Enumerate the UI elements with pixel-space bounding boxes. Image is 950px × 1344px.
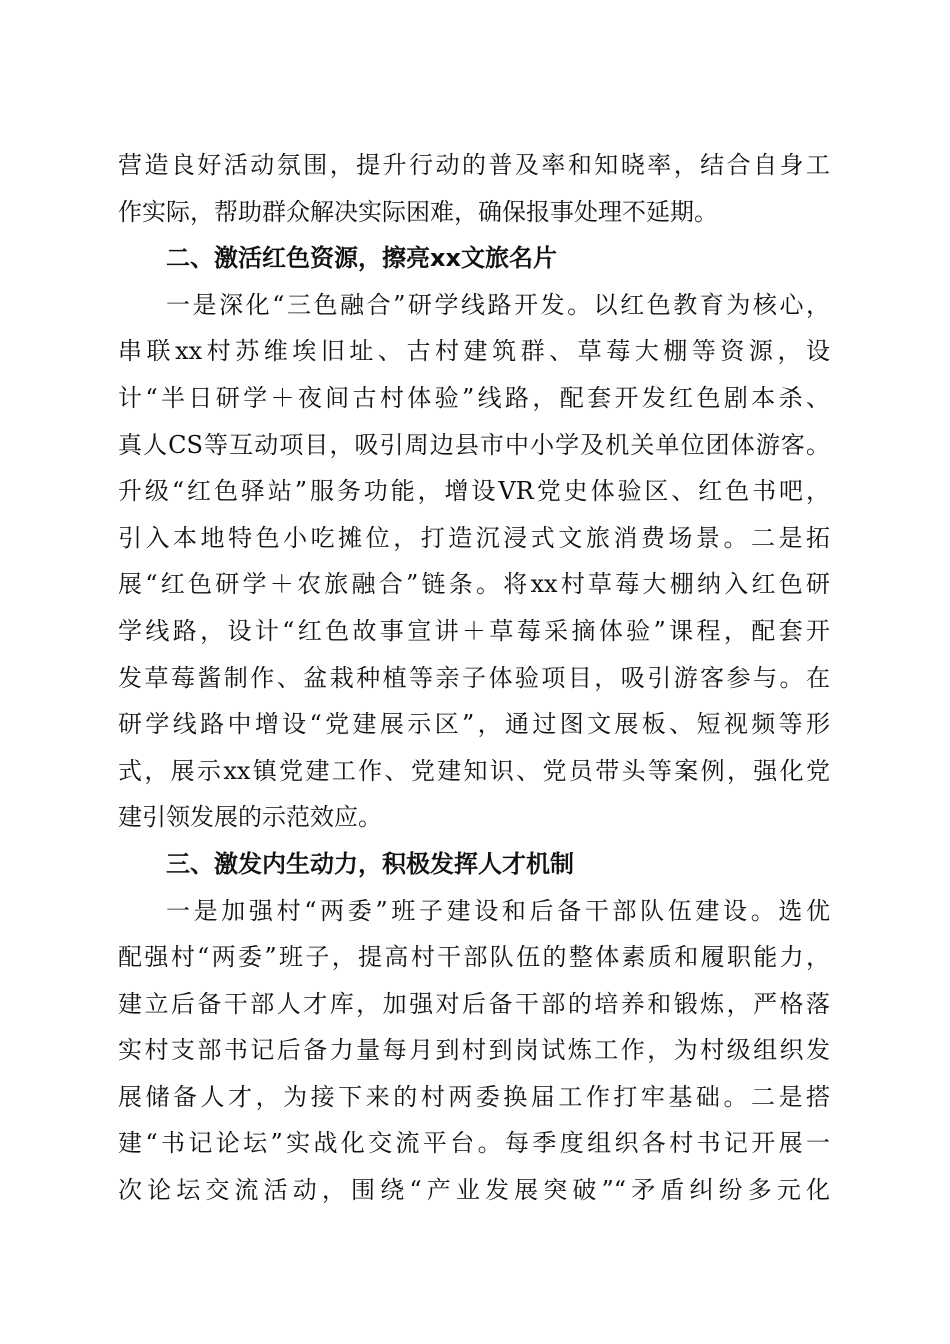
paragraph-line: 发草莓酱制作、盆栽种植等亲子体验项目，吸引游客参与。在	[118, 663, 830, 692]
paragraph-line: 展“红色研学＋农旅融合”链条。将xx村草莓大棚纳入红色研	[118, 570, 830, 599]
paragraph-line: 展储备人才，为接下来的村两委换届工作打牢基础。二是搭	[118, 1082, 830, 1111]
paragraph-line: 实村支部书记后备力量每月到村到岗试炼工作，为村级组织发	[118, 1036, 830, 1065]
paragraph-line: 营造良好活动氛围，提升行动的普及率和知晓率，结合自身工	[118, 151, 830, 179]
paragraph-line: 次论坛交流活动，围绕“产业发展突破”“矛盾纠纷多元化	[118, 1176, 830, 1205]
paragraph-line: 升级“红色驿站”服务功能，增设VR党史体验区、红色书吧，	[118, 477, 830, 506]
paragraph-line: 作实际，帮助群众解决实际困难，确保报事处理不延期。	[118, 197, 718, 226]
paragraph-line: 建引领发展的示范效应。	[118, 803, 382, 832]
paragraph-line: 建“书记论坛”实战化交流平台。每季度组织各村书记开展一	[118, 1129, 830, 1158]
section-heading: 二、激活红色资源，擦亮xx文旅名片	[166, 244, 557, 273]
document-body	[118, 142, 830, 1214]
paragraph-line: 配强村“两委”班子，提高村干部队伍的整体素质和履职能力，	[118, 943, 830, 972]
paragraph-line: 研学线路中增设“党建展示区”，通过图文展板、短视频等形	[118, 710, 830, 739]
paragraph-line: 式，展示xx镇党建工作、党建知识、党员带头等案例，强化党	[118, 756, 830, 785]
paragraph-line: 引入本地特色小吃摊位，打造沉浸式文旅消费场景。二是拓	[118, 523, 830, 552]
paragraph-line: 学线路，设计“红色故事宣讲＋草莓采摘体验”课程，配套开	[118, 616, 830, 645]
paragraph-line: 计“半日研学＋夜间古村体验”线路，配套开发红色剧本杀、	[118, 383, 830, 412]
paragraph-line: 串联xx村苏维埃旧址、古村建筑群、草莓大棚等资源，设	[118, 337, 830, 366]
paragraph-line: 真人CS等互动项目，吸引周边县市中小学及机关单位团体游客。	[118, 430, 830, 459]
paragraph-line: 一是加强村“两委”班子建设和后备干部队伍建设。选优	[166, 896, 830, 925]
paragraph-line: 一是深化“三色融合”研学线路开发。以红色教育为核心，	[166, 290, 830, 319]
section-heading: 三、激发内生动力，积极发挥人才机制	[166, 849, 574, 878]
paragraph-line: 建立后备干部人才库，加强对后备干部的培养和锻炼，严格落	[118, 989, 830, 1018]
